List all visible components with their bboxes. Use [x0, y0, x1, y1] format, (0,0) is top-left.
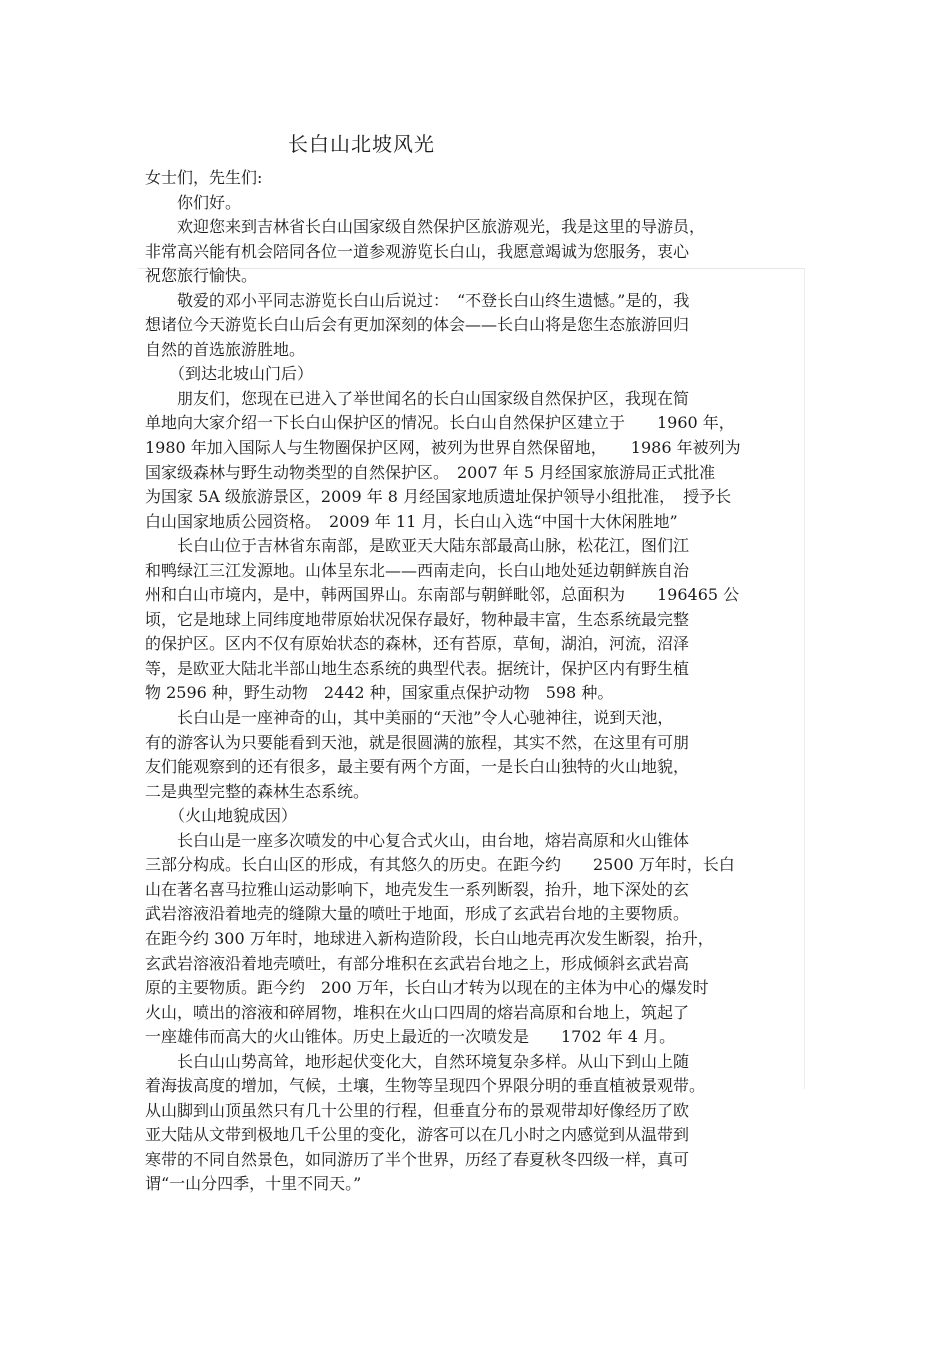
- text-line: 火山，喷出的溶液和碎屑物，堆积在火山口四周的熔岩高原和台地上，筑起了: [145, 1002, 690, 1022]
- text-line: 玄武岩溶液沿着地壳喷吐，有部分堆积在玄武岩台地之上，形成倾斜玄武岩高: [145, 953, 690, 973]
- text-line: 寒带的不同自然景色，如同游历了半个世界，历经了春夏秋冬四级一样，真可: [145, 1149, 690, 1169]
- text-line: 你们好。: [145, 192, 242, 212]
- text-line: 有的游客认为只要能看到天池，就是很圆满的旅程，其实不然，在这里有可朋: [145, 732, 690, 752]
- text-line: 原的主要物质。距今约 200 万年，长白山才转为以现在的主体为中心的爆发时: [145, 978, 709, 998]
- text-line: 女士们，先生们:: [145, 168, 263, 187]
- text-line: 自然的首选旅游胜地。: [145, 339, 306, 359]
- text-line: 1980 年加入国际人与生物圈保护区网，被列为世界自然保留地， 1986 年被列为: [145, 438, 741, 458]
- text-line: 长白山是一座神奇的山，其中美丽的“天池”令人心驰神往，说到天池，: [145, 708, 674, 728]
- text-line: 非常高兴能有机会陪同各位一道参观游览长白山，我愿意竭诚为您服务，衷心: [145, 241, 690, 261]
- text-line: 朋友们，您现在已进入了举世闻名的长白山国家级自然保护区，我现在简: [145, 388, 690, 408]
- text-line: 为国家 5A 级旅游景区，2009 年 8 月经国家地质遗址保护领导小组批准， 授予长: [145, 487, 732, 507]
- text-line: 州和白山市境内，是中，韩两国界山。东南部与朝鲜毗邻，总面积为 196465 公: [145, 585, 740, 605]
- text-line: 和鸭绿江三江发源地。山体呈东北——西南走向，长白山地处延边朝鲜族自治: [145, 560, 690, 580]
- document-body: [145, 166, 810, 1197]
- text-line: 从山脚到山顶虽然只有几十公里的行程，但垂直分布的景观带却好像经历了欧: [145, 1100, 690, 1120]
- text-line: 二是典型完整的森林生态系统。: [145, 781, 370, 801]
- text-line: 长白山山势高耸，地形起伏变化大，自然环境复杂多样。从山下到山上随: [145, 1051, 690, 1071]
- text-line: 武岩溶液沿着地壳的缝隙大量的喷吐于地面，形成了玄武岩台地的主要物质。: [145, 904, 690, 924]
- text-line: 长白山位于吉林省东南部，是欧亚天大陆东部最高山脉，松花江，图们江: [145, 536, 690, 556]
- text-line: 山在著名喜马拉雅山运动影响下，地壳发生一系列断裂，抬升，地下深处的玄: [145, 879, 690, 899]
- document-title: 长白山北坡风光: [288, 132, 435, 156]
- text-line: （火山地貌成因）: [145, 806, 298, 826]
- text-line: 一座雄伟而高大的火山锥体。历史上最近的一次喷发是 1702 年 4 月。: [145, 1027, 676, 1047]
- text-line: 敬爱的邓小平同志游览长白山后说过： “不登长白山终生遗憾。”是的，我: [145, 290, 690, 310]
- text-line: 祝您旅行愉快。: [145, 266, 258, 286]
- text-line: （到达北坡山门后）: [145, 364, 314, 384]
- text-line: 欢迎您来到吉林省长白山国家级自然保护区旅游观光，我是这里的导游员，: [145, 217, 706, 237]
- text-line: 想诸位今天游览长白山后会有更加深刻的体会——长白山将是您生态旅游回归: [145, 315, 690, 335]
- text-line: 单地向大家介绍一下长白山保护区的情况。长白山自然保护区建立于 1960 年，: [145, 413, 735, 433]
- text-line: 友们能观察到的还有很多，最主要有两个方面，一是长白山独特的火山地貌，: [145, 757, 690, 777]
- text-line: 三部分构成。长白山区的形成，有其悠久的历史。在距今约 2500 万年时，长白: [145, 855, 735, 875]
- text-line: 等，是欧亚大陆北半部山地生态系统的典型代表。据统计，保护区内有野生植: [145, 658, 690, 678]
- text-line: 顷，它是地球上同纬度地带原始状况保存最好，物种最丰富，生态系统最完整: [145, 609, 690, 629]
- text-line: 谓“一山分四季，十里不同天。”: [145, 1174, 362, 1194]
- text-line: 物 2596 种，野生动物 2442 种，国家重点保护动物 598 种。: [145, 683, 614, 703]
- text-line: 国家级森林与野生动物类型的自然保护区。 2007 年 5 月经国家旅游局正式批准: [145, 462, 716, 482]
- text-line: 白山国家地质公园资格。 2009 年 11 月，长白山入选“中国十大休闲胜地”: [145, 511, 678, 531]
- text-line: 的保护区。区内不仅有原始状态的森林，还有苔原，草甸，湖泊，河流，沼泽: [145, 634, 690, 654]
- text-line: 长白山是一座多次喷发的中心复合式火山，由台地，熔岩高原和火山锥体: [145, 830, 690, 850]
- text-line: 着海拔高度的增加，气候，土壤，生物等呈现四个界限分明的垂直植被景观带。: [145, 1076, 706, 1096]
- text-line: 亚大陆从文带到极地几千公里的变化，游客可以在几小时之内感觉到从温带到: [145, 1125, 690, 1145]
- text-line: 在距今约 300 万年时，地球进入新构造阶段，长白山地壳再次发生断裂，抬升，: [145, 928, 714, 948]
